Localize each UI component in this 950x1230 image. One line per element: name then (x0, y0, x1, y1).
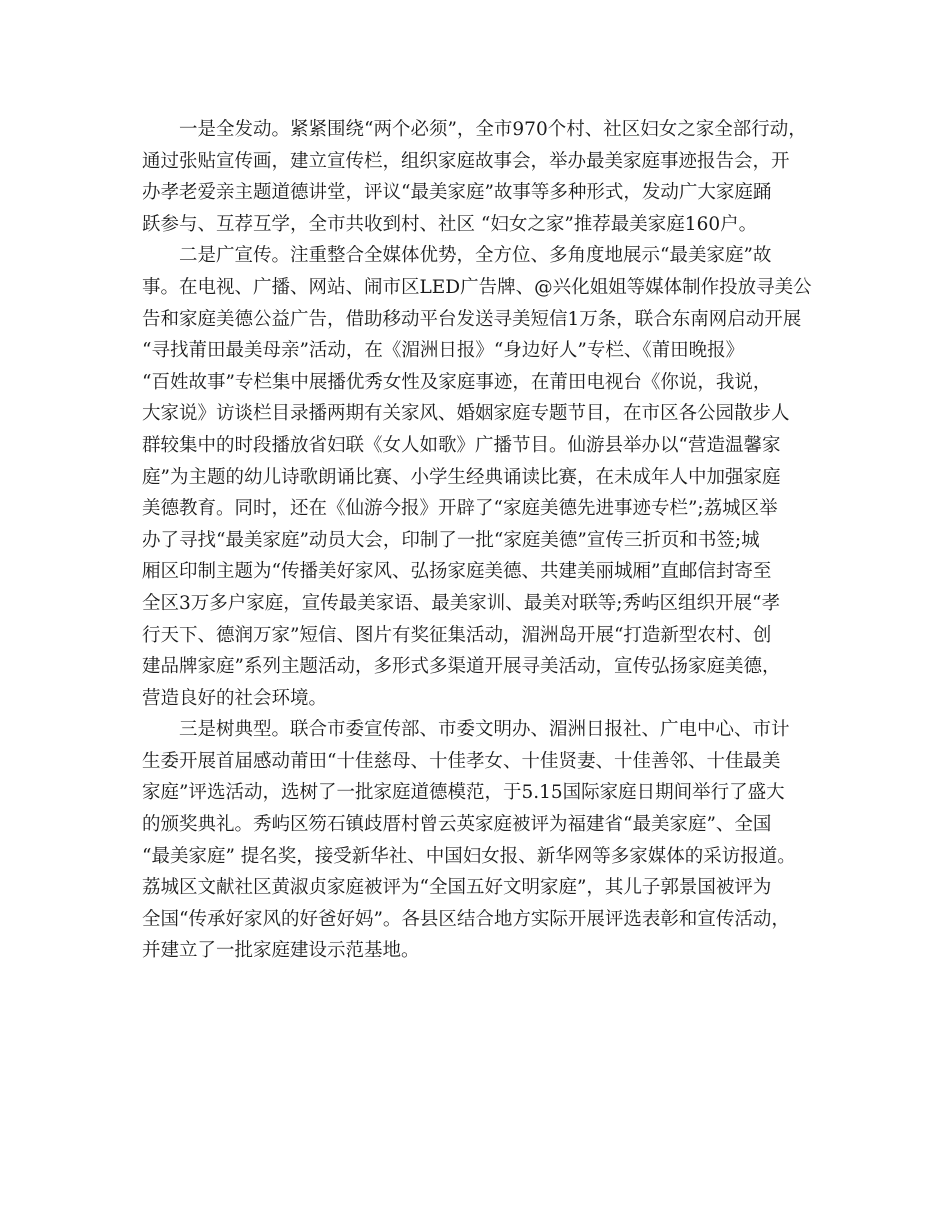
paragraph-line: 全区3万多户家庭，宣传最美家语、最美家训、最美对联等;秀屿区组织开展“孝 (142, 592, 780, 614)
paragraph-line: 二是广宣传。注重整合全媒体优势，全方位、多角度地展示“最美家庭”故 (179, 245, 772, 267)
paragraph-line: 生委开展首届感动莆田“十佳慈母、十佳孝女、十佳贤妻、十佳善邻、十佳最美 (142, 750, 781, 772)
paragraph-line: 三是树典型。联合市委宣传部、市委文明办、湄洲日报社、广电中心、市计 (179, 719, 790, 741)
paragraph-line: 告和家庭美德公益广告，借助移动平台发送寻美短信1万条，联合东南网启动开展 (142, 308, 802, 330)
document-body (142, 114, 842, 967)
paragraph-line: 群较集中的时段播放省妇联《女人如歌》广播节目。仙游县举办以“营造温馨家 (142, 434, 781, 456)
paragraph-line: 荔城区文献社区黄淑贞家庭被评为“全国五好文明家庭”，其儿子郭景国被评为 (142, 877, 772, 899)
paragraph-2 (142, 240, 842, 714)
paragraph-line: 厢区印制主题为“传播美好家风、弘扬家庭美德、共建美丽城厢”直邮信封寄至 (142, 561, 772, 583)
paragraph-line: 庭”为主题的幼儿诗歌朗诵比赛、小学生经典诵读比赛，在未成年人中加强家庭 (142, 466, 781, 488)
paragraph-line: 事。在电视、广播、网站、闹市区LED广告牌、@兴化姐姐等媒体制作投放寻美公 (142, 276, 812, 298)
paragraph-1 (142, 114, 842, 240)
paragraph-line: 通过张贴宣传画，建立宣传栏，组织家庭故事会，举办最美家庭事迹报告会，开 (142, 150, 790, 172)
paragraph-line: “百姓故事”专栏集中展播优秀女性及家庭事迹，在莆田电视台《你说，我说， (142, 371, 772, 393)
paragraph-line: 办孝老爱亲主题道德讲堂，评议“最美家庭”故事等多种形式，发动广大家庭踊 (142, 182, 772, 204)
paragraph-line: 营造良好的社会环境。 (142, 687, 328, 709)
paragraph-line: 全国“传承好家风的好爸好妈”。各县区结合地方实际开展评选表彰和宣传活动， (142, 908, 790, 930)
paragraph-line: 一是全发动。紧紧围绕“两个必须”，全市970个村、社区妇女之家全部行动， (179, 119, 807, 140)
paragraph-line: “最美家庭” 提名奖，接受新华社、中国妇女报、新华网等多家媒体的采访报道。 (142, 845, 796, 867)
paragraph-line: 美德教育。同时，还在《仙游今报》开辟了“家庭美德先进事迹专栏”;荔城区举 (142, 498, 778, 520)
paragraph-line: 跃参与、互荐互学，全市共收到村、社区 “妇女之家”推荐最美家庭160户。 (142, 213, 758, 235)
paragraph-line: 办了寻找“最美家庭”动员大会，印制了一批“家庭美德”宣传三折页和书签;城 (142, 529, 760, 551)
paragraph-line: 大家说》访谈栏目录播两期有关家风、婚姻家庭专题节目，在市区各公园散步人 (142, 403, 790, 425)
paragraph-line: “寻找莆田最美母亲”活动，在《湄洲日报》“身边好人”专栏、《莆田晚报》 (142, 340, 745, 362)
paragraph-line: 建品牌家庭”系列主题活动，多形式多渠道开展寻美活动，宣传弘扬家庭美德， (142, 656, 781, 678)
paragraph-3 (142, 714, 842, 967)
paragraph-line: 家庭”评选活动，选树了一批家庭道德模范，于5.15国际家庭日期间举行了盛大 (142, 782, 785, 804)
paragraph-line: 并建立了一批家庭建设示范基地。 (142, 940, 420, 962)
paragraph-line: 行天下、德润万家”短信、图片有奖征集活动，湄洲岛开展“打造新型农村、创 (142, 624, 772, 646)
paragraph-line: 的颁奖典礼。秀屿区笏石镇歧厝村曾云英家庭被评为福建省“最美家庭”、全国 (142, 814, 772, 836)
